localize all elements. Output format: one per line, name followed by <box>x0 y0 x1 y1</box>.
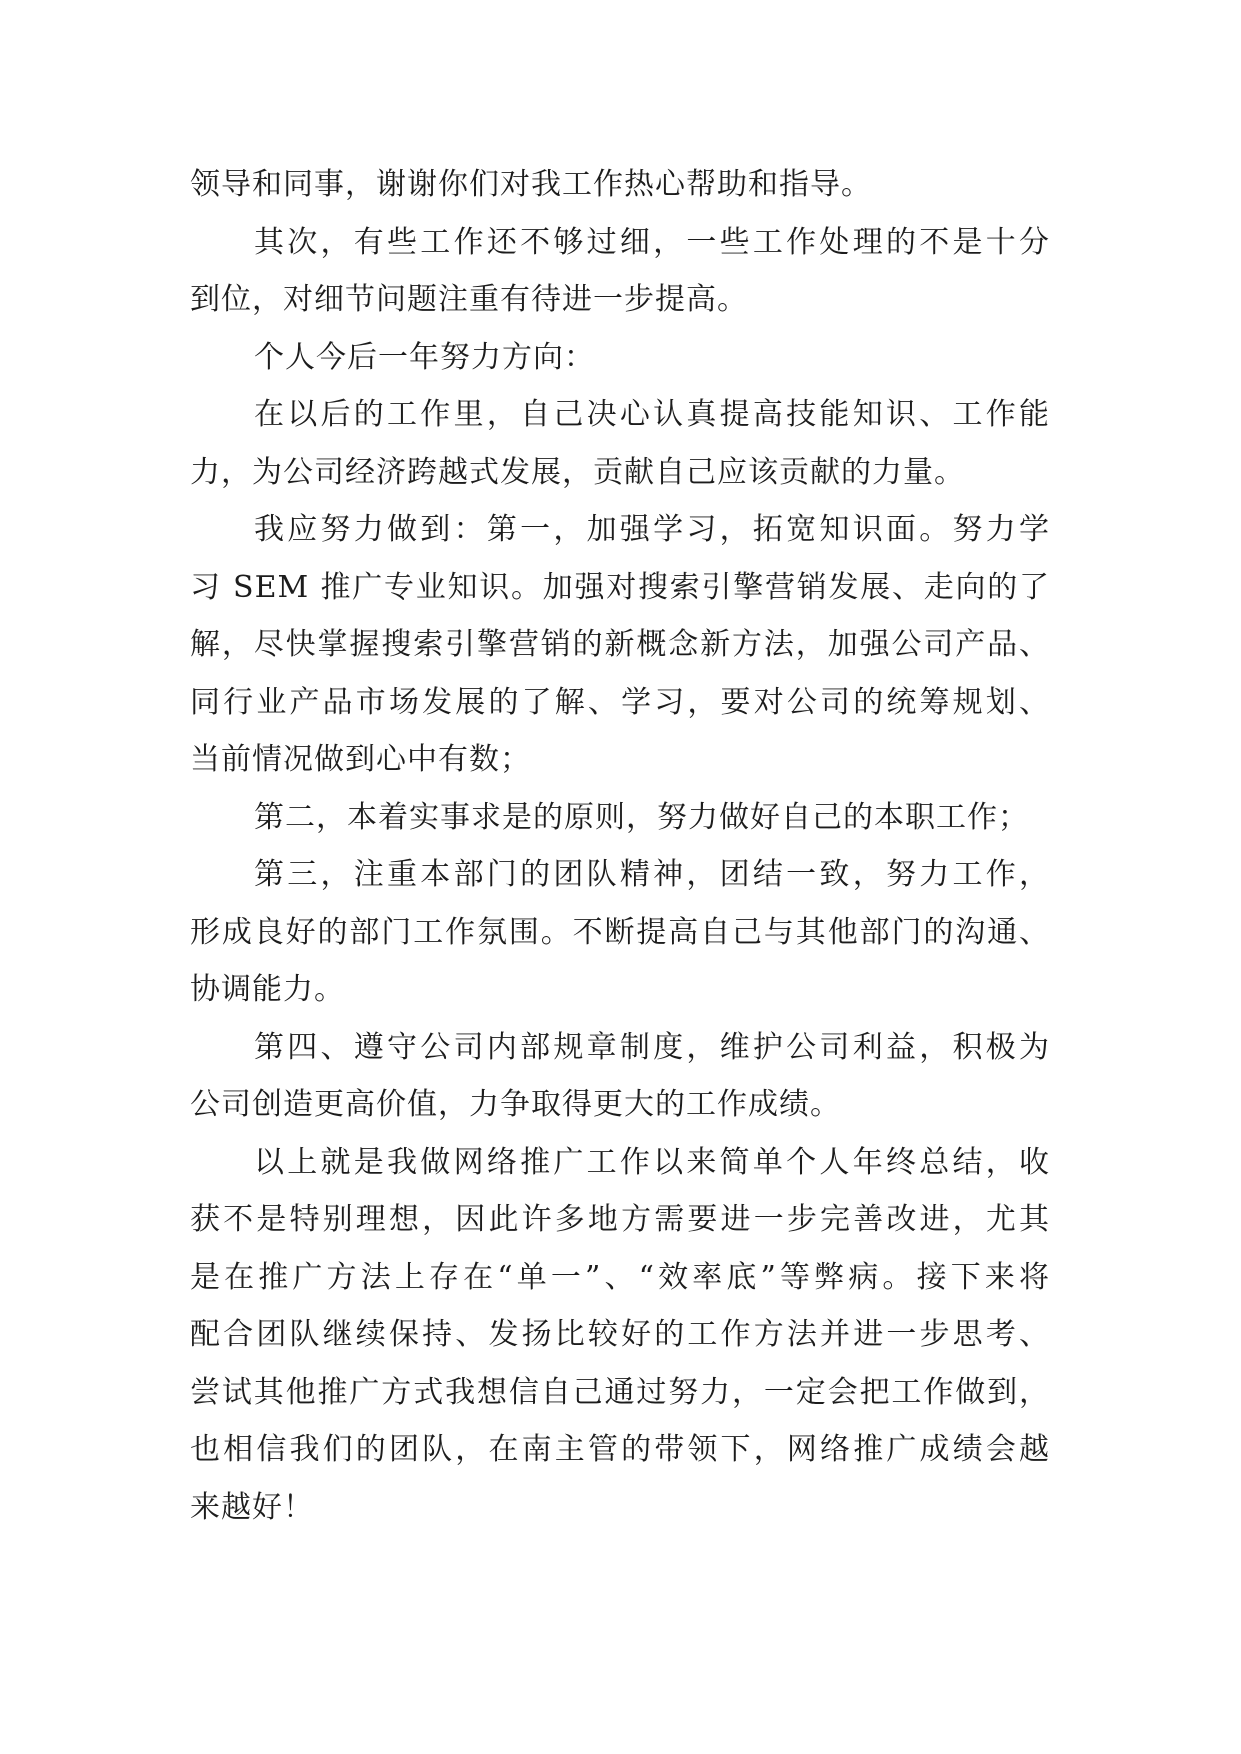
text-line: 公司创造更高价值，力争取得更大的工作成绩。 <box>190 1087 841 1122</box>
paragraph-first-goal <box>190 501 1050 789</box>
text-line: 第二，本着实事求是的原则，努力做好自己的本职工作； <box>254 799 1029 835</box>
text-line: 第三，注重本部门的团队精神，团结一致，努力工作， <box>254 857 1050 892</box>
text-line: 个人今后一年努力方向： <box>254 339 595 375</box>
text-line: 在以后的工作里，自己决心认真提高技能知识、工作能 <box>254 397 1050 432</box>
text-line: 领导和同事，谢谢你们对我工作热心帮助和指导。 <box>190 167 872 202</box>
paragraph-future-work <box>190 386 1050 501</box>
text-line: 当前情况做到心中有数； <box>190 742 531 777</box>
text-line: 尝试其他推广方式我想信自己通过努力，一定会把工作做到， <box>190 1374 1050 1410</box>
text-line: 获不是特别理想，因此许多地方需要进一步完善改进，尤其 <box>190 1202 1050 1237</box>
text-line: 到位，对细节问题注重有待进一步提高。 <box>190 282 748 317</box>
paragraph-third-goal <box>190 846 1050 1019</box>
text-line: 协调能力。 <box>190 972 345 1007</box>
paragraph-conclusion <box>190 1134 1050 1537</box>
text-line: 是在推广方法上存在“单一”、“效率底”等弊病。接下来将 <box>190 1259 1050 1295</box>
paragraph-heading-direction <box>190 329 1050 387</box>
paragraph-fourth-goal <box>190 1019 1050 1134</box>
paragraph-second-point <box>190 214 1050 329</box>
document-body <box>190 156 1050 1536</box>
text-line: 力，为公司经济跨越式发展，贡献自己应该贡献的力量。 <box>190 454 965 490</box>
text-line: 第四、遵守公司内部规章制度，维护公司利益，积极为 <box>254 1029 1050 1065</box>
text-line: 也相信我们的团队，在南主管的带领下，网络推广成绩会越 <box>190 1432 1050 1467</box>
text-line: 来越好！ <box>190 1489 314 1525</box>
text-line: 习 SEM 推广专业知识。加强对搜索引擎营销发展、走向的了 <box>190 569 1050 605</box>
text-line: 其次，有些工作还不够过细，一些工作处理的不是十分 <box>254 224 1050 260</box>
text-line: 我应努力做到：第一，加强学习，拓宽知识面。努力学 <box>254 512 1050 547</box>
text-line: 解，尽快掌握搜索引擎营销的新概念新方法，加强公司产品、 <box>190 627 1050 662</box>
text-line: 以上就是我做网络推广工作以来简单个人年终总结，收 <box>254 1144 1050 1180</box>
text-line: 配合团队继续保持、发扬比较好的工作方法并进一步思考、 <box>190 1317 1050 1352</box>
paragraph-second-goal <box>190 789 1050 847</box>
text-line: 同行业产品市场发展的了解、学习，要对公司的统筹规划、 <box>190 684 1050 720</box>
text-line: 形成良好的部门工作氛围。不断提高自己与其他部门的沟通、 <box>190 914 1050 950</box>
paragraph-continued-thanks <box>190 156 1050 214</box>
